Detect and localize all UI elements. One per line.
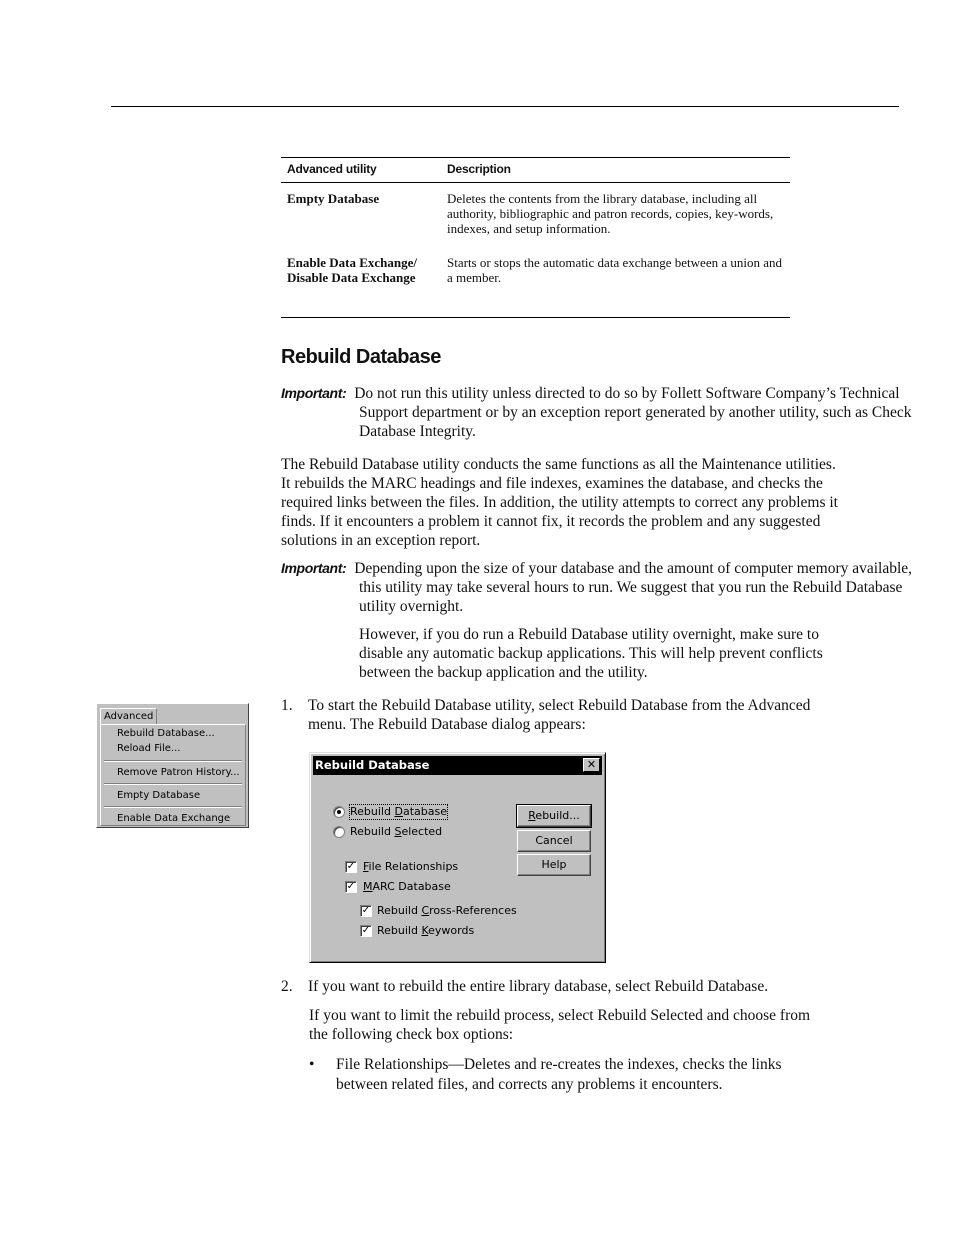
bullet-text: File Relationships—Deletes and re-creates the indexes, checks the links between related files, and corrects any problems it encounters. bbox=[336, 1056, 782, 1093]
table-bottom-rule bbox=[281, 317, 790, 318]
label-rebuild-database[interactable]: Rebuild Database bbox=[350, 805, 447, 818]
utility-name: Enable Data Exchange/ Disable Data Exchange bbox=[287, 255, 418, 285]
section-title: Rebuild Database bbox=[281, 346, 441, 368]
step-number: 2. bbox=[281, 978, 293, 995]
checkbox-rebuild-keywords[interactable]: ✓ bbox=[361, 925, 371, 936]
rebuild-database-dialog bbox=[309, 752, 606, 963]
menu-separator bbox=[104, 806, 242, 808]
checkbox-rebuild-cross-references[interactable]: ✓ bbox=[361, 905, 371, 916]
menu-dropdown bbox=[100, 724, 246, 826]
close-icon[interactable]: ✕ bbox=[583, 758, 600, 772]
menu-item-empty-database[interactable]: Empty Database bbox=[117, 790, 201, 801]
rebuild-button[interactable]: Rebuild... bbox=[517, 805, 591, 827]
bullet-symbol: • bbox=[309, 1056, 315, 1073]
help-button[interactable]: Help bbox=[517, 854, 591, 876]
menu-item-remove-patron-history[interactable]: Remove Patron History... bbox=[117, 767, 240, 778]
top-rule bbox=[111, 106, 899, 107]
cancel-button[interactable]: Cancel bbox=[517, 830, 591, 852]
table-row bbox=[281, 191, 790, 255]
table-header-rule bbox=[281, 182, 790, 183]
important-label: Important: bbox=[281, 560, 347, 576]
checkbox-file-relationships[interactable]: ✓ bbox=[346, 861, 356, 872]
label-marc-database[interactable]: MARC Database bbox=[363, 880, 451, 893]
important-note-2-continued: However, if you do run a Rebuild Database utility overnight, make sure to disable any automatic backup applications. This will help prevent conflicts between the backup application and the utility. bbox=[359, 626, 823, 681]
radio-rebuild-selected[interactable] bbox=[333, 826, 345, 838]
utility-name: Empty Database bbox=[287, 191, 380, 206]
important-text: Do not run this utility unless directed to do so by Follett Software Company’s Technical Support department or by an exception report generated by another utility, such as Check Database Integrity. bbox=[354, 385, 912, 440]
utility-description: Deletes the contents from the library database, including all authority, bibliographic and patron records, copies, key-words, indexes, and setup information. bbox=[447, 191, 774, 236]
menu-title-advanced[interactable]: Advanced bbox=[100, 708, 157, 725]
menu-item-reload-file[interactable]: Reload File... bbox=[117, 743, 181, 754]
intro-paragraph: The Rebuild Database utility conducts the same functions as all the Maintenance utilities. It rebuilds the MARC headings and file indexes, examines the database, and checks the required links between the files. In addition, the utility attempts to correct any problems it finds. If it encounters a problem it cannot fix, it records the problem and any suggested solutions in an exception report. bbox=[281, 456, 838, 549]
header-description: Description bbox=[447, 162, 511, 176]
radio-rebuild-database[interactable] bbox=[333, 806, 345, 818]
menu-item-enable-data-exchange[interactable]: Enable Data Exchange bbox=[117, 813, 231, 824]
important-note-1 bbox=[281, 384, 919, 441]
step-2-continued: If you want to limit the rebuild process, select Rebuild Selected and choose from the following check box options: bbox=[309, 1007, 811, 1043]
table-row bbox=[281, 255, 790, 317]
dialog-title: Rebuild Database bbox=[315, 758, 430, 772]
advanced-menu bbox=[96, 703, 249, 828]
label-rebuild-selected[interactable]: Rebuild Selected bbox=[350, 825, 443, 838]
menu-separator bbox=[104, 783, 242, 785]
important-text: Depending upon the size of your database and the amount of computer memory available, this utility may take several hours to run. We suggest that you run the Rebuild Database utility overnight. bbox=[354, 560, 913, 615]
utility-description: Starts or stops the automatic data exchange between a union and a member. bbox=[447, 255, 783, 285]
menu-item-rebuild-database[interactable]: Rebuild Database... bbox=[117, 728, 215, 739]
step-number: 1. bbox=[281, 697, 293, 714]
label-file-relationships[interactable]: File Relationships bbox=[363, 860, 459, 873]
step-text: To start the Rebuild Database utility, select Rebuild Database from the Advanced menu. The Rebuild Database dialog appears: bbox=[308, 697, 811, 733]
important-note-2 bbox=[281, 559, 919, 616]
step-text: If you want to rebuild the entire library database, select Rebuild Database. bbox=[308, 978, 769, 995]
important-label: Important: bbox=[281, 385, 347, 401]
header-advanced-utility: Advanced utility bbox=[287, 162, 377, 176]
checkbox-marc-database[interactable]: ✓ bbox=[346, 881, 356, 892]
dialog-title-bar bbox=[313, 756, 602, 775]
label-rebuild-keywords[interactable]: Rebuild Keywords bbox=[377, 924, 475, 937]
label-rebuild-cross-references[interactable]: Rebuild Cross-References bbox=[377, 904, 517, 917]
menu-separator bbox=[104, 760, 242, 762]
table-header bbox=[281, 158, 790, 182]
utility-table bbox=[281, 157, 790, 318]
